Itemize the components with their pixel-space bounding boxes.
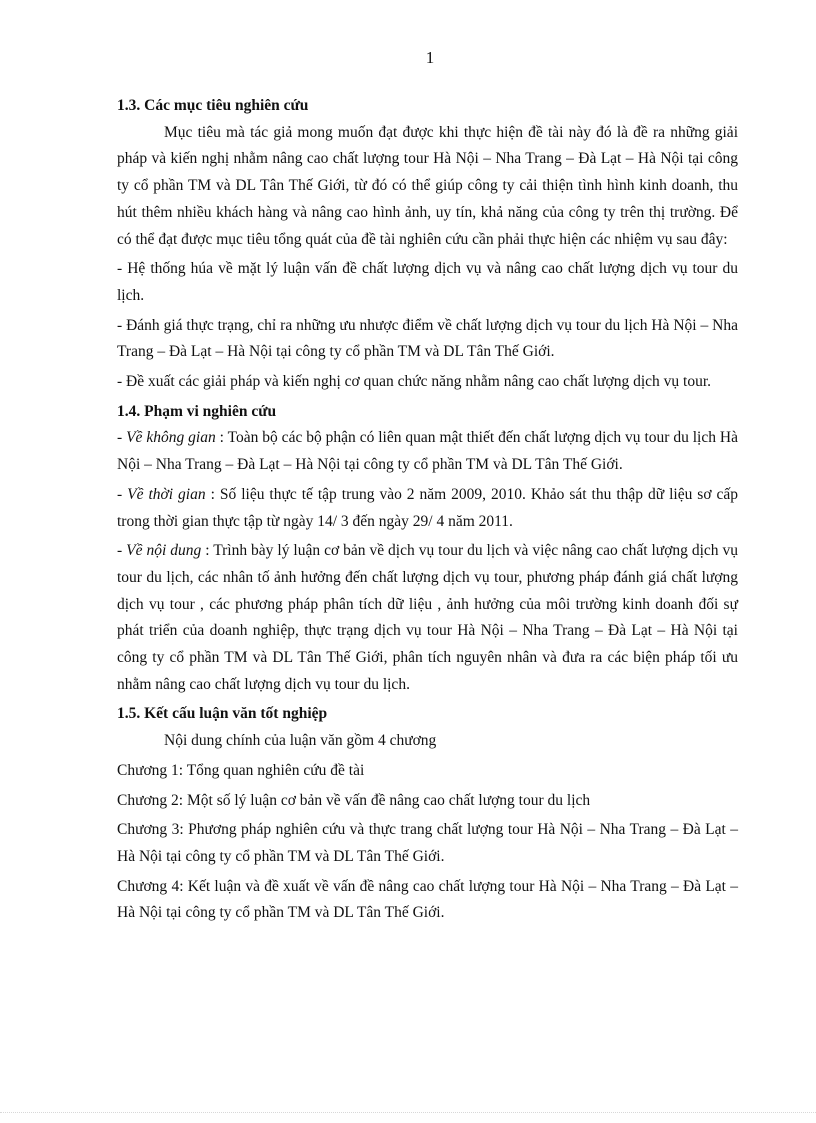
scope-time-label: Về thời gian bbox=[127, 485, 206, 503]
objective-item-1: - Hệ thống húa về mặt lý luận vấn đề chất lượng dịch vụ và nâng cao chất lượng dịch vụ tour du lịch. bbox=[117, 260, 738, 304]
scope-time: - Về thời gian : Số liệu thực tế tập trung vào 2 năm 2009, 2010. Khảo sát thu thập dữ liệu sơ cấp trong thời gian thực tập từ ngày 14/ 3 đến ngày 29/ 4 năm 2011. bbox=[117, 485, 739, 530]
section-1-5-intro: Nội dung chính của luận văn gồm 4 chương bbox=[164, 732, 437, 750]
chapter-3: Chương 3: Phương pháp nghiên cứu và thực trang chất lượng tour Hà Nội – Nha Trang – Đà Lạt – Hà Nội tại công ty cổ phần TM và DL Tân Thế Giới. bbox=[117, 821, 738, 865]
objective-item-3: - Đề xuất các giải pháp và kiến nghị cơ quan chức năng nhằm nâng cao chất lượng dịch vụ tour. bbox=[117, 373, 712, 391]
scope-content-text: : Trình bày lý luận cơ bản về dịch vụ tour du lịch và việc nâng cao chất lượng dịch vụ tour du lịch, các nhân tố ảnh hưởng đến chất lượng dịch vụ tour, phương pháp đánh giá chất lượng dịch vụ tour , các phương pháp phân tích dữ liệu , ảnh hưởng của môi trường kinh doanh đối sự phát triển của doanh nghiệp, thực trạng dịch vụ tour Hà Nội – Nha Trang – Đà Lạt – Hà Nội tại công ty cổ phần TM và DL Tân Thế Giới, phân tích nguyên nhân và đưa ra các biện pháp tối ưu nhằm nâng cao chất lượng dịch vụ tour du lịch. bbox=[117, 542, 739, 693]
scope-content: - Về nội dung : Trình bày lý luận cơ bản về dịch vụ tour du lịch và việc nâng cao chất lượng dịch vụ tour du lịch, các nhân tố ảnh hưởng đến chất lượng dịch vụ tour, phương pháp đánh giá chất lượng dịch vụ tour , các phương pháp phân tích dữ liệu , ảnh hưởng của môi trường kinh doanh đối sự phát triển của doanh nghiệp, thực trạng dịch vụ tour Hà Nội – Nha Trang – Đà Lạt – Hà Nội tại công ty cổ phần TM và DL Tân Thế Giới, phân tích nguyên nhân và đưa ra các biện pháp tối ưu nhằm nâng cao chất lượng dịch vụ tour du lịch. bbox=[117, 542, 739, 693]
scope-time-text: : Số liệu thực tế tập trung vào 2 năm 2009, 2010. Khảo sát thu thập dữ liệu sơ cấp trong thời gian thực tập từ ngày 14/ 3 đến ngày 29/ 4 năm 2011. bbox=[117, 485, 739, 530]
document-body bbox=[117, 93, 738, 927]
scope-space-text: : Toàn bộ các bộ phận có liên quan mật thiết đến chất lượng dịch vụ tour du lịch Hà Nội – Nha Trang – Đà Lạt – Hà Nội tại công ty cổ phần TM và DL Tân Thế Giới. bbox=[117, 429, 738, 474]
section-heading-1-5: 1.5. Kết cấu luận văn tốt nghiệp bbox=[117, 705, 328, 723]
scope-space-label: Về không gian bbox=[126, 429, 216, 447]
section-1-3-intro: Mục tiêu mà tác giả mong muốn đạt được khi thực hiện đề tài này đó là đề ra những giải pháp và kiến nghị nhằm nâng cao chất lượng tour Hà Nội – Nha Trang – Đà Lạt – Hà Nội tại công ty cổ phần TM và DL Tân Thế Giới, từ đó có thể giúp công ty cải thiện tình hình kinh doanh, thu hút thêm nhiều khách hàng và nâng cao hình ảnh, uy tín, khả năng của công ty trên thị trường. Để có thể đạt được mục tiêu tổng quát của đề tài nghiên cứu cần phải thực hiện các nhiệm vụ sau đây: bbox=[117, 123, 738, 248]
chapter-2: Chương 2: Một số lý luận cơ bản về vấn đề nâng cao chất lượng tour du lịch bbox=[117, 791, 591, 809]
page-bottom-divider bbox=[0, 1112, 816, 1113]
chapter-1: Chương 1: Tổng quan nghiên cứu đề tài bbox=[117, 761, 365, 779]
scope-space: - Về không gian : Toàn bộ các bộ phận có liên quan mật thiết đến chất lượng dịch vụ tour du lịch Hà Nội – Nha Trang – Đà Lạt – Hà Nội tại công ty cổ phần TM và DL Tân Thế Giới. bbox=[117, 429, 738, 474]
objective-item-2: - Đánh giá thực trạng, chỉ ra những ưu nhược điểm về chất lượng dịch vụ tour du lịch Hà Nội – Nha Trang – Đà Lạt – Hà Nội tại công ty cổ phần TM và DL Tân Thế Giới. bbox=[117, 316, 738, 361]
section-heading-1-4: 1.4. Phạm vi nghiên cứu bbox=[117, 402, 277, 420]
section-heading-1-3: 1.3. Các mục tiêu nghiên cứu bbox=[117, 97, 309, 114]
page-number: 1 bbox=[425, 48, 435, 67]
scope-content-label: Về nội dung bbox=[126, 542, 202, 560]
chapter-4: Chương 4: Kết luận và đề xuất về vấn đề nâng cao chất lượng tour Hà Nội – Nha Trang – Đà Lạt – Hà Nội tại công ty cổ phần TM và DL Tân Thế Giới. bbox=[117, 877, 738, 922]
